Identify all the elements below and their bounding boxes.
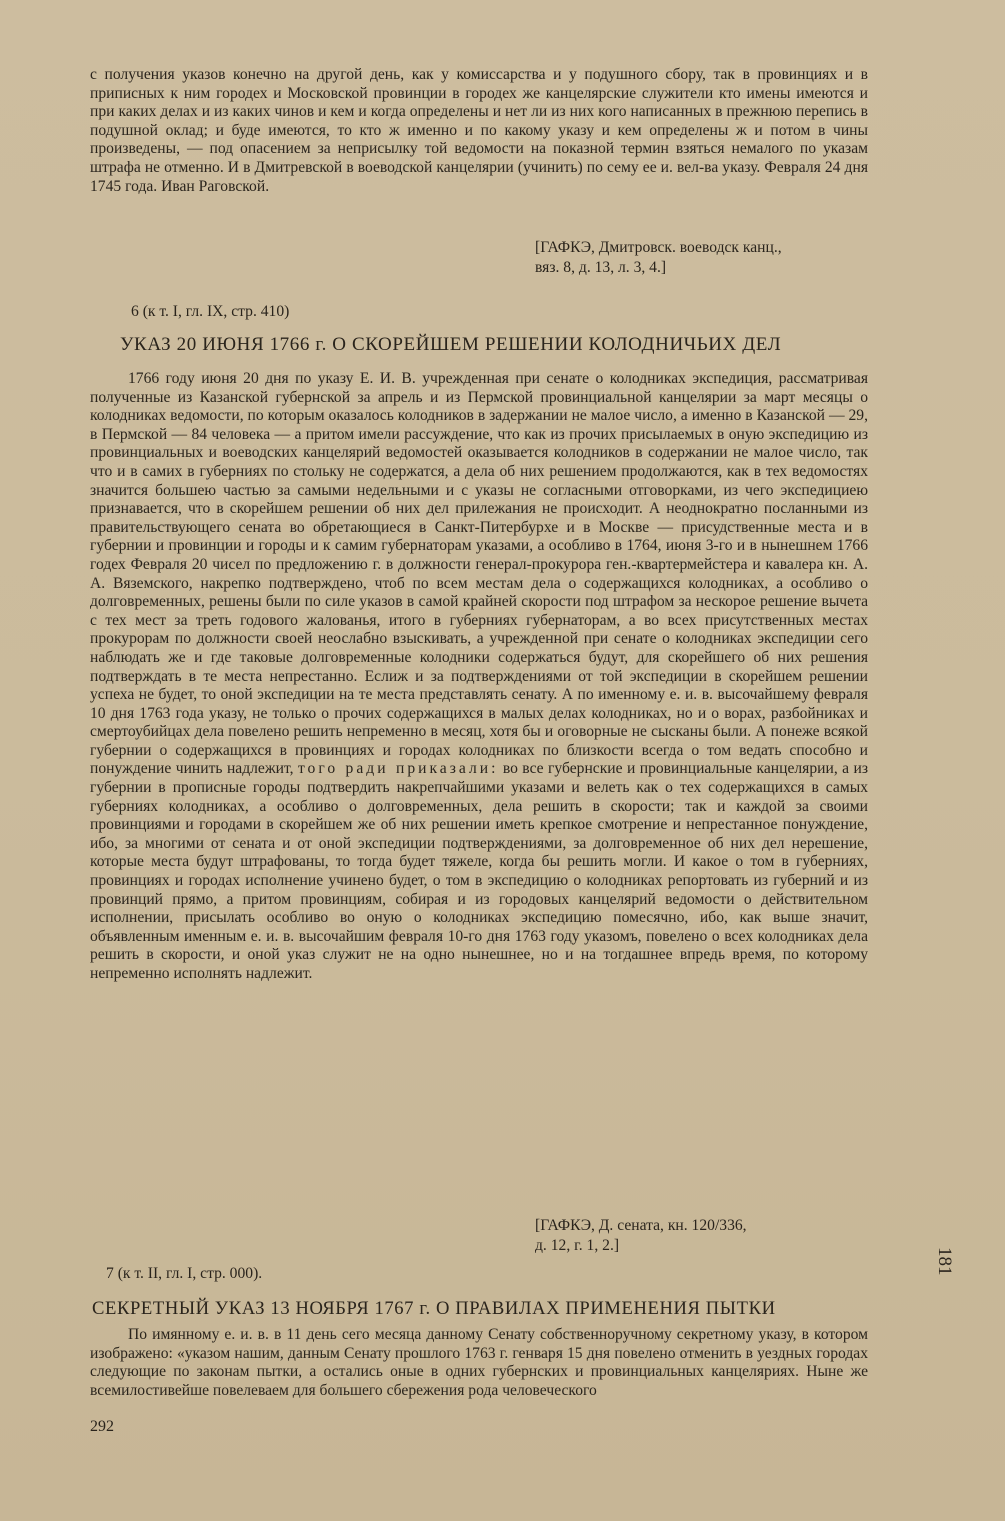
archive-source-2-line1: [ГАФКЭ, Д. сената, кн. 120/336, [535,1217,747,1234]
section-6-title: УКАЗ 20 ИЮНЯ 1766 г. О СКОРЕЙШЕМ РЕШЕНИИ КОЛОДНИЧЬИХ ДЕЛ [120,334,782,355]
continuation-block [90,66,868,196]
section-6-text-b: во все губернские и провинциальные канцелярии, а из губернии в прописные городы подтвердить накрепчайшими указами и велеть как о тех содержащихся в самых губерниях колодниках, а особливо о долговременных, дела решить в скорости; так и каждой за своими провинциями и городами в скорейшем же об них решении иметь крепкое смотрение и непрестанное понуждение, ибо, за многими от сената и от оной экспедиции подтверждениями, за долговременное об них дел нерешение, которые места будут штрафованы, то тогда будет тяжеле, когда бы решить могли. И какое о том в губерниях, провинциях и городах исполнение учинено будет, о том в экспедицию о колодниках репортовать из губерний и из провинций прямо, а притом провинциям, собирая и из городовых канцелярий ведомости о действительном исполнении, присылать особливо во оную о колодниках экспедицию помесячно, ибо, как выше значит, объявленным именным е. и. в. высочайшим февраля 10-го дня 1763 году указомъ, повелено о всех колодниках дела решить в скорости, и оной указ служит не на одно нынешнее, но и на тогдашнее впредь время, по которому непременно исполнять надлежит. [90,760,868,982]
section-7-body [90,1326,868,1400]
section-6-reference: 6 (к т. I, гл. IX, стр. 410) [131,303,290,320]
side-page-number: 181 [934,1247,955,1276]
archive-source-1-line1: [ГАФКЭ, Дмитровск. воеводск канц., [535,239,782,256]
section-7-title: СЕКРЕТНЫЙ УКАЗ 13 НОЯБРЯ 1767 г. О ПРАВИЛАХ ПРИМЕНЕНИЯ ПЫТКИ [92,1298,776,1319]
archive-source-2-line2: д. 12, г. 1, 2.] [535,1237,620,1254]
section-6-paragraph [90,370,868,984]
section-7-reference: 7 (к т. II, гл. I, стр. 000). [106,1265,263,1282]
continuation-paragraph: с получения указов конечно на другой день, как у комиссарства и у подушного сбору, так в провинциях и в приписных к ним городех и Московской провинции в городех же канцелярские служители кто имены имеются и при каких делах и из каких чинов и кем и когда определены и нет ли из них кого написанных в прежнюю перепись в подушной оклад; и буде имеются, то кто ж именно и по какому указу и кем определены ж и потом в чины произведены, — под опасением за неприсылку той ведомости на показной термин взяться немалого по указам штрафа не отменно. И в Дмитревской в воеводской канцелярии (учинить) по сему ее и. вел-ва указу. Февраля 24 дня 1745 года. Иван Раговской. [90,66,868,195]
page-number: 292 [90,1418,114,1435]
section-7-paragraph: По имянному е. и. в. в 11 день сего месяца данному Сенату собственноручному секретному указу, в котором изображено: «указом нашим, данным Сенату прошлого 1763 г. генваря 15 дня повелено отменить в уездных городах следующие по законам пытки, а остались оные в одних губернских и провинциальных канцеляриях. Ныне же всемилостивейше повелеваем для большего сбережения рода человеческого [90,1326,868,1399]
archive-source-1-line2: вяз. 8, д. 13, л. 3, 4.] [535,259,667,276]
archive-source-1 [535,238,782,278]
archive-source-2 [535,1216,747,1256]
section-6-body [90,370,868,984]
section-6-text-a: 1766 году июня 20 дня по указу Е. И. В. учрежденная при сенате о колодниках экспедиция, рассматривая полученные из Казанской губернской за апрель и из Пермской провинциальной канцелярии за март месяцы о колодниках ведомости, по которым оказалось колодников в задержании не малое число, а именно в Казанской — 29, в Пермской — 84 человека — а притом имели рассуждение, что как из прочих присылаемых в оную экспедицию из провинциальных и воеводских канцелярий ведомостей оказывается колодников в содержании не малое число, так что и в самих в губерниях по стольку не содержатся, а дела об них решением продолжаются, как в тех ведомостях значится большею частью за самыми недельными и с указы не согласными отговорками, из чего экспедициею признавается, что в скорейшем решении об них дел прилежания не происходит. А неоднократно посланными из правительствующего сената во обретающиеся в Санкт-Питербурхе и в Москве — присудственные места и в губернии и провинции и городы и к самим губернаторам указами, а особливо в 1764, июня 3-го и в нынешнем 1766 годех Февраля 20 чисел по предложению г. в должности генерал-прокурора ген.-квартермейстера и кавалера кн. А. А. Вяземского, накрепко подтверждено, чтоб по всем местам дела о содержащихся колодниках, а особливо о долговременных, решены были по силе указов в самой крайней скорости под штрафом за нескорое решение вычета с тех мест за треть годового жалованья, итого в губерниях губернаторам, а во всех присутственных местах прокурорам по должности своей неослабно взыскивать, а учрежденной при сенате о колодниках экспедиции сего наблюдать же и где таковые долговременные колодники содержаться будут, для скорейшего об них решения подтверждать в те места непрестанно. Еслиж и за подтверждениями от той экспедиции в скорейшем решении успеха не будет, то оной экспедиции на те места представлять сенату. А по именному е. и. в. высочайшему февраля 10 дня 1763 года указу, не только о прочих содержащихся в малых делах колодниках, но и о ворах, разбойниках и смертоубийцах дела повелено решить непременно в месяц, хотя бы и оговорные не сысканы были. А понеже всякой губернии о содержащихся в провинциях и городах колодниках по близкости всегда о том ведать способно и понуждение чинить надлежит, [90,370,868,778]
section-6-spaced-phrase: того ради приказали: [297,760,499,778]
